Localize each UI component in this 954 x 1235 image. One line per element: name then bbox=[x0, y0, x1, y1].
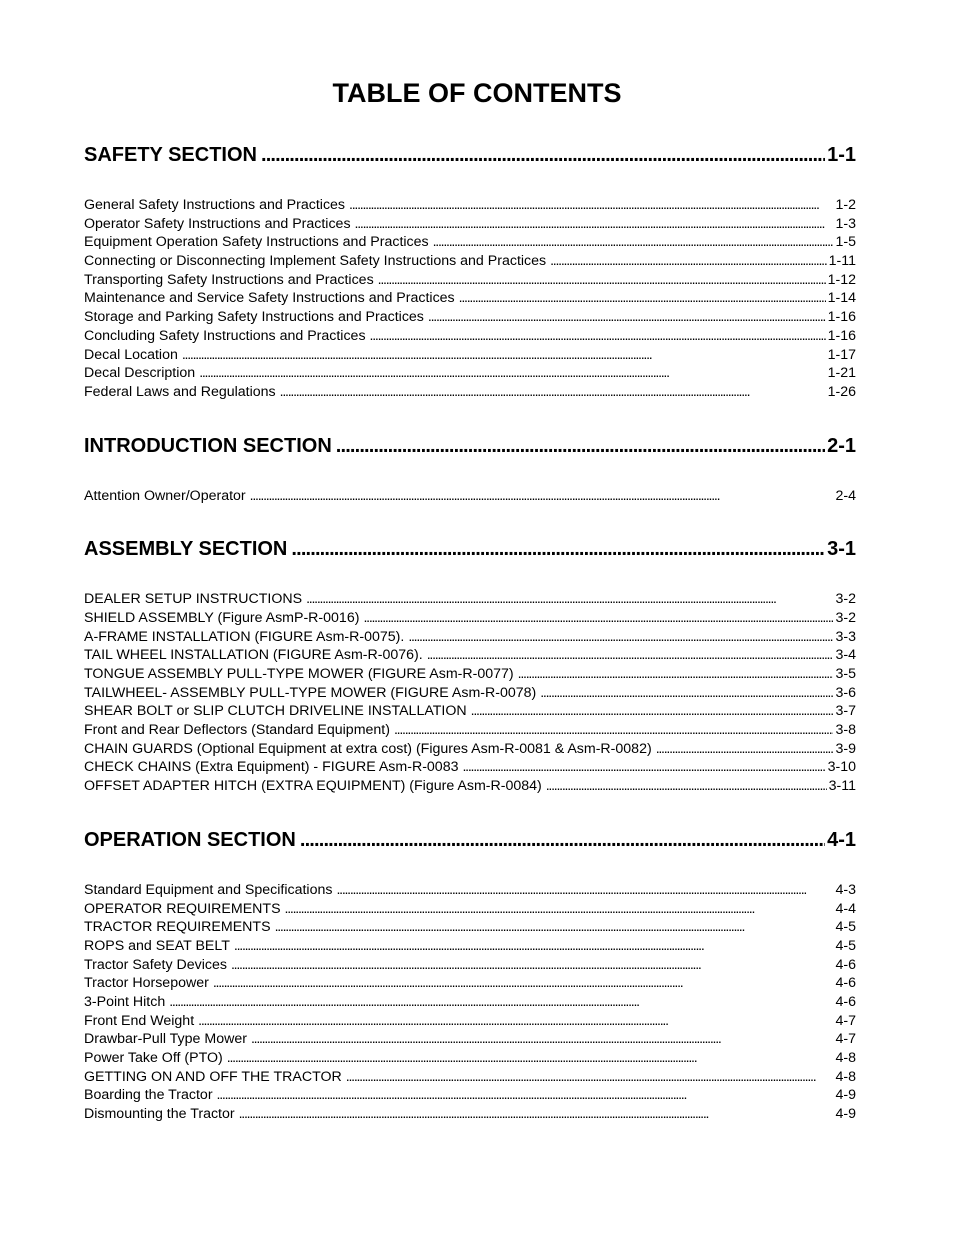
toc-entry-page-number: 4-7 bbox=[835, 1031, 856, 1048]
table-of-contents bbox=[84, 138, 856, 1124]
dot-leader bbox=[199, 364, 825, 383]
section-page-number: 1-1 bbox=[827, 144, 856, 166]
toc-entry[interactable] bbox=[84, 937, 856, 956]
section-page-number: 3-1 bbox=[827, 538, 856, 561]
toc-entry-page-number: 4-7 bbox=[835, 1012, 856, 1029]
toc-section bbox=[84, 429, 856, 533]
dot-leader bbox=[291, 532, 825, 566]
toc-entry-label: Transporting Safety Instructions and Practices bbox=[84, 271, 374, 288]
toc-entry-label: Drawbar-Pull Type Mower bbox=[84, 1031, 247, 1048]
toc-entry-label: Tractor Horsepower bbox=[84, 975, 209, 992]
dot-leader bbox=[546, 777, 827, 796]
dot-leader bbox=[656, 740, 834, 759]
dot-leader bbox=[540, 684, 833, 703]
toc-entry-label: TAILWHEEL- ASSEMBLY PULL-TYPE MOWER (FIGURE Asm-R-0078) bbox=[84, 684, 537, 701]
dot-leader bbox=[234, 937, 834, 956]
toc-entry-label: General Safety Instructions and Practices bbox=[84, 197, 346, 213]
toc-entry-label: DEALER SETUP INSTRUCTIONS bbox=[84, 591, 303, 608]
dot-leader bbox=[213, 974, 834, 993]
toc-entry[interactable] bbox=[84, 1030, 856, 1049]
toc-entry[interactable] bbox=[84, 956, 856, 975]
toc-entry[interactable] bbox=[84, 758, 856, 777]
section-page-number: 4-1 bbox=[827, 828, 856, 851]
toc-entry-label: TONGUE ASSEMBLY PULL-TYPE MOWER (FIGURE Asm-R-0077) bbox=[84, 666, 514, 682]
dot-leader bbox=[251, 1030, 834, 1049]
toc-entry[interactable] bbox=[84, 881, 856, 900]
dot-leader bbox=[300, 823, 825, 857]
toc-entry-label: 3-Point Hitch bbox=[84, 993, 166, 1010]
toc-entry-page-number: 1-16 bbox=[827, 309, 856, 326]
toc-entry[interactable] bbox=[84, 665, 856, 684]
toc-entry-label: TAIL WHEEL INSTALLATION (FIGURE Asm-R-0076). bbox=[84, 647, 423, 664]
toc-entry-label: TRACTOR REQUIREMENTS bbox=[84, 919, 271, 936]
toc-entry-label: Power Take Off (PTO) bbox=[84, 1050, 223, 1066]
section-heading[interactable] bbox=[84, 138, 856, 172]
dot-leader bbox=[427, 646, 834, 665]
section-heading-label: OPERATION SECTION bbox=[84, 828, 296, 851]
dot-leader bbox=[198, 1012, 833, 1031]
dot-leader bbox=[370, 327, 826, 346]
toc-entry[interactable] bbox=[84, 702, 856, 721]
toc-entry[interactable] bbox=[84, 646, 856, 665]
section-heading-label: ASSEMBLY SECTION bbox=[84, 538, 288, 561]
toc-entry[interactable] bbox=[84, 271, 856, 290]
toc-entry-page-number: 4-5 bbox=[835, 937, 856, 954]
toc-entry-label: Connecting or Disconnecting Implement Safety Instructions and Practices bbox=[84, 253, 547, 270]
section-heading[interactable] bbox=[84, 532, 856, 566]
toc-entry-page-number: 3-2 bbox=[835, 609, 856, 626]
dot-leader bbox=[459, 289, 826, 308]
section-heading[interactable] bbox=[84, 429, 856, 463]
toc-entry-page-number: 1-26 bbox=[827, 383, 856, 400]
toc-entry[interactable] bbox=[84, 777, 856, 796]
toc-entry-page-number: 4-9 bbox=[835, 1087, 856, 1104]
toc-entry-page-number: 1-2 bbox=[835, 197, 856, 213]
toc-entry[interactable] bbox=[84, 1105, 856, 1124]
toc-entry[interactable] bbox=[84, 252, 856, 271]
toc-entry-page-number: 1-3 bbox=[835, 215, 856, 232]
toc-entry-label: Attention Owner/Operator bbox=[84, 487, 246, 504]
page-title: TABLE OF CONTENTS bbox=[332, 78, 622, 108]
toc-entry-label: Maintenance and Service Safety Instructions and Practices bbox=[84, 290, 455, 307]
toc-entry-page-number: 4-6 bbox=[835, 956, 856, 973]
dot-leader bbox=[462, 758, 825, 777]
dot-leader bbox=[355, 215, 834, 234]
dot-leader bbox=[428, 308, 826, 327]
toc-entry[interactable] bbox=[84, 487, 856, 506]
dot-leader bbox=[471, 702, 834, 721]
dot-leader bbox=[227, 1049, 834, 1068]
toc-entry[interactable] bbox=[84, 628, 856, 647]
dot-leader bbox=[239, 1105, 834, 1124]
toc-entry-label: Tractor Safety Devices bbox=[84, 956, 227, 973]
toc-entry-label: SHIELD ASSEMBLY (Figure AsmP-R-0016) bbox=[84, 609, 360, 626]
toc-entry-label: Federal Laws and Regulations bbox=[84, 383, 276, 400]
toc-entry-page-number: 4-5 bbox=[835, 919, 856, 936]
toc-entry[interactable] bbox=[84, 918, 856, 937]
toc-entry-page-number: 1-12 bbox=[827, 271, 856, 288]
toc-entry-page-number: 1-21 bbox=[827, 365, 856, 382]
dot-leader bbox=[394, 721, 834, 740]
toc-entry[interactable] bbox=[84, 1049, 856, 1068]
section-heading-label: SAFETY SECTION bbox=[84, 144, 257, 166]
toc-entry-page-number: 3-8 bbox=[835, 722, 856, 739]
toc-entry-label: SHEAR BOLT or SLIP CLUTCH DRIVELINE INSTALLATION bbox=[84, 703, 467, 720]
toc-entry-page-number: 1-16 bbox=[827, 327, 856, 344]
section-page-number: 2-1 bbox=[827, 434, 856, 457]
toc-entry-page-number: 1-14 bbox=[827, 290, 856, 307]
toc-entry-label: Decal Description bbox=[84, 365, 196, 382]
toc-entry[interactable] bbox=[84, 684, 856, 703]
toc-entry-page-number: 3-7 bbox=[835, 703, 856, 720]
section-heading-label: INTRODUCTION SECTION bbox=[84, 434, 332, 457]
toc-entry[interactable] bbox=[84, 327, 856, 346]
dot-leader bbox=[217, 1086, 834, 1105]
toc-entry-page-number: 3-9 bbox=[835, 740, 856, 757]
dot-leader bbox=[231, 956, 834, 975]
toc-entry[interactable] bbox=[84, 308, 856, 327]
dot-leader bbox=[518, 665, 834, 684]
toc-entry[interactable] bbox=[84, 364, 856, 383]
toc-section bbox=[84, 532, 856, 823]
toc-entry[interactable] bbox=[84, 1086, 856, 1105]
toc-entry-page-number: 2-4 bbox=[835, 487, 856, 504]
toc-entry-label: Decal Location bbox=[84, 346, 178, 363]
toc-entry-label: Front and Rear Deflectors (Standard Equipment) bbox=[84, 722, 390, 739]
dot-leader bbox=[306, 590, 833, 609]
toc-section bbox=[84, 138, 856, 429]
toc-entry[interactable] bbox=[84, 233, 856, 252]
toc-entry[interactable] bbox=[84, 993, 856, 1012]
toc-entry-page-number: 4-3 bbox=[835, 881, 856, 898]
toc-entry-page-number: 4-8 bbox=[835, 1068, 856, 1085]
toc-entry[interactable] bbox=[84, 346, 856, 365]
toc-entry[interactable] bbox=[84, 974, 856, 993]
dot-leader bbox=[408, 628, 833, 647]
dot-leader bbox=[250, 487, 834, 506]
toc-entry-label: OPERATOR REQUIREMENTS bbox=[84, 900, 281, 917]
toc-entry-label: CHECK CHAINS (Extra Equipment) - FIGURE Asm-R-0083 bbox=[84, 759, 459, 776]
toc-entry[interactable] bbox=[84, 740, 856, 759]
dot-leader bbox=[378, 271, 826, 290]
toc-entry[interactable] bbox=[84, 1068, 856, 1087]
dot-leader bbox=[433, 233, 834, 252]
toc-entry[interactable] bbox=[84, 900, 856, 919]
dot-leader bbox=[285, 900, 834, 919]
dot-leader bbox=[349, 196, 833, 215]
toc-entry[interactable] bbox=[84, 721, 856, 740]
toc-entry-label: ROPS and SEAT BELT bbox=[84, 937, 230, 954]
toc-entry-page-number: 1-17 bbox=[827, 346, 856, 363]
toc-entry-label: Front End Weight bbox=[84, 1012, 195, 1029]
toc-entry-label: GETTING ON AND OFF THE TRACTOR bbox=[84, 1068, 342, 1085]
toc-entry[interactable] bbox=[84, 590, 856, 609]
toc-entry-page-number: 4-6 bbox=[835, 975, 856, 992]
dot-leader bbox=[275, 918, 834, 937]
dot-leader bbox=[336, 429, 825, 463]
toc-entry-page-number: 3-3 bbox=[835, 628, 856, 645]
toc-entry-page-number: 3-5 bbox=[835, 666, 856, 682]
toc-entry-label: A-FRAME INSTALLATION (FIGURE Asm-R-0075). bbox=[84, 628, 405, 645]
toc-entry-page-number: 3-11 bbox=[828, 778, 856, 795]
toc-entry-label: Dismounting the Tractor bbox=[84, 1106, 235, 1123]
dot-leader bbox=[550, 252, 827, 271]
toc-entry-label: Concluding Safety Instructions and Practices bbox=[84, 327, 366, 344]
dot-leader bbox=[363, 609, 833, 628]
toc-entry[interactable] bbox=[84, 215, 856, 234]
toc-entry-page-number: 1-11 bbox=[828, 253, 856, 270]
toc-entry-page-number: 3-2 bbox=[835, 591, 856, 608]
toc-entry[interactable] bbox=[84, 383, 856, 402]
toc-entry-label: CHAIN GUARDS (Optional Equipment at extra cost) (Figures Asm-R-0081 & Asm-R-0082) bbox=[84, 740, 652, 757]
toc-entry[interactable] bbox=[84, 289, 856, 308]
section-heading[interactable] bbox=[84, 823, 856, 857]
toc-section bbox=[84, 823, 856, 1124]
toc-entry-page-number: 3-4 bbox=[835, 647, 856, 664]
toc-entry-page-number: 4-8 bbox=[835, 1050, 856, 1066]
toc-entry[interactable] bbox=[84, 1012, 856, 1031]
toc-entry-label: Standard Equipment and Specifications bbox=[84, 881, 333, 898]
toc-entry-label: Equipment Operation Safety Instructions and Practices bbox=[84, 234, 429, 251]
toc-entry-page-number: 3-6 bbox=[835, 684, 856, 701]
toc-entry-label: Boarding the Tractor bbox=[84, 1087, 213, 1104]
dot-leader bbox=[169, 993, 833, 1012]
dot-leader bbox=[261, 138, 825, 172]
dot-leader bbox=[346, 1068, 834, 1087]
toc-entry-page-number: 4-4 bbox=[835, 900, 856, 917]
toc-entry-page-number: 4-9 bbox=[835, 1106, 856, 1123]
toc-entry-page-number: 3-10 bbox=[827, 759, 856, 776]
toc-entry-label: OFFSET ADAPTER HITCH (EXTRA EQUIPMENT) (Figure Asm-R-0084) bbox=[84, 778, 542, 795]
toc-entry[interactable] bbox=[84, 196, 856, 215]
dot-leader bbox=[280, 383, 826, 402]
toc-entry-label: Storage and Parking Safety Instructions and Practices bbox=[84, 309, 424, 326]
toc-entry-page-number: 4-6 bbox=[835, 993, 856, 1010]
dot-leader bbox=[182, 346, 826, 365]
toc-entry-label: Operator Safety Instructions and Practices bbox=[84, 215, 351, 232]
toc-entry-page-number: 1-5 bbox=[835, 234, 856, 251]
dot-leader bbox=[336, 881, 833, 900]
toc-entry[interactable] bbox=[84, 609, 856, 628]
